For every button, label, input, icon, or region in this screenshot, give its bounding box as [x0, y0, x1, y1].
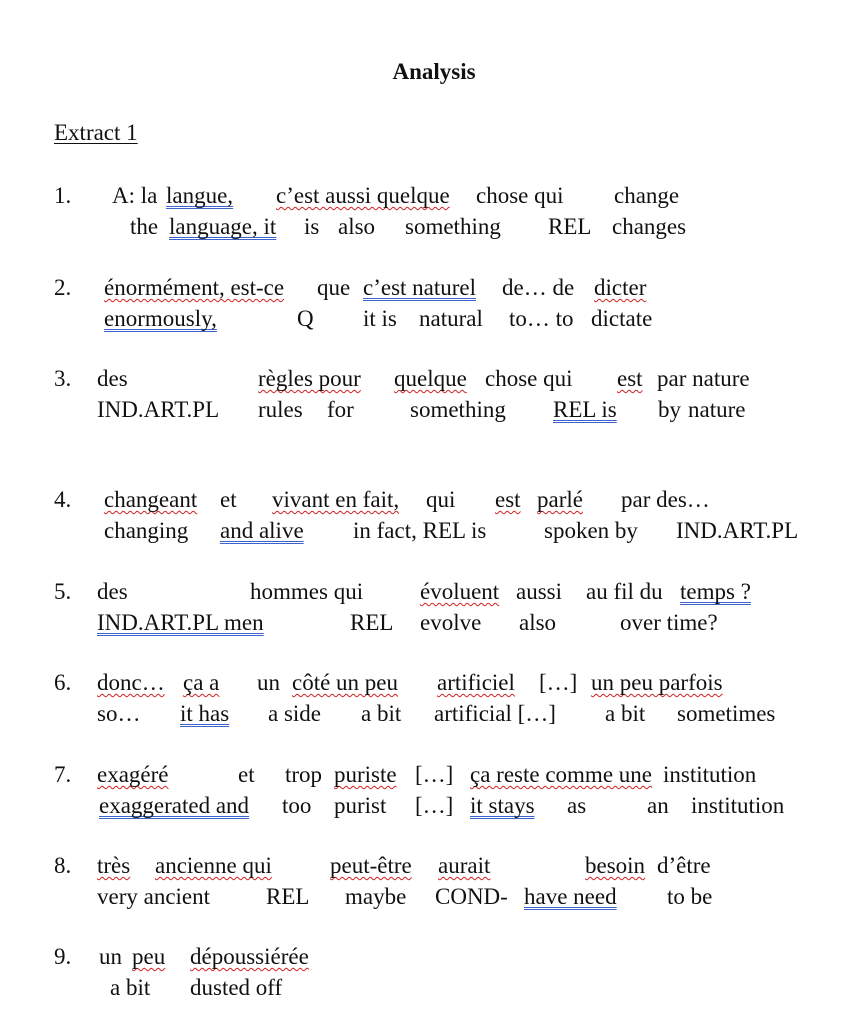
french-token: aussi — [516, 579, 562, 604]
french-token: au fil du — [586, 579, 663, 604]
french-token: peu — [132, 944, 166, 969]
french-token: par nature — [657, 366, 750, 391]
french-token: temps ? — [680, 579, 751, 604]
french-token: que — [317, 275, 351, 300]
gloss-token: nature — [688, 397, 746, 422]
french-token: et — [238, 762, 255, 787]
gloss-token: REL is — [553, 397, 617, 422]
french-token: institution — [663, 762, 757, 787]
line-number: 5. — [54, 579, 72, 604]
gloss-token: IND.ART.PL men — [97, 610, 264, 635]
gloss-token: for — [327, 397, 354, 422]
gloss-token: purist — [334, 793, 387, 818]
gloss-token: the — [130, 214, 159, 239]
gloss-token: an — [647, 793, 669, 818]
french-token: chose qui — [485, 366, 573, 391]
french-token: langue, — [166, 183, 234, 208]
french-token: d’être — [657, 853, 711, 878]
gloss-token: also — [519, 610, 557, 635]
gloss-token: something — [405, 214, 501, 239]
gloss-token: as — [567, 793, 587, 818]
french-token: un — [99, 944, 122, 969]
gloss-token: it is — [363, 306, 397, 331]
french-token: côté un peu — [292, 670, 399, 695]
french-token: exagéré — [97, 762, 169, 787]
french-token: vivant en fait, — [272, 487, 400, 512]
french-token: un peu parfois — [591, 670, 723, 695]
gloss-token: it stays — [470, 793, 535, 818]
gloss-token: have need — [524, 884, 617, 909]
french-token: et — [220, 487, 237, 512]
french-token: évoluent — [420, 579, 500, 604]
gloss-token: COND- — [435, 884, 508, 909]
extract-heading: Extract 1 — [54, 120, 138, 145]
french-token: peut-être — [330, 853, 412, 878]
french-token: par des… — [621, 487, 710, 512]
gloss-token: language, it — [169, 214, 277, 239]
gloss-token: changing — [104, 518, 189, 543]
french-token: puriste — [334, 762, 397, 787]
gloss-token: and alive — [220, 518, 304, 543]
gloss-token: very ancient — [97, 884, 211, 909]
french-token: qui — [426, 487, 456, 512]
gloss-token: a bit — [110, 975, 151, 1000]
gloss-token: […] — [415, 793, 454, 818]
gloss-token: spoken by — [544, 518, 638, 543]
french-token: change — [614, 183, 680, 208]
gloss-token: enormously, — [104, 306, 217, 331]
french-token: ancienne qui — [155, 853, 272, 878]
gloss-token: maybe — [345, 884, 407, 909]
line-number: 8. — [54, 853, 72, 878]
french-token: […] — [415, 762, 454, 787]
gloss-token: exaggerated and — [99, 793, 250, 818]
gloss-token: too — [282, 793, 312, 818]
french-token: donc… — [97, 670, 165, 695]
gloss-token: institution — [691, 793, 785, 818]
page-title: Analysis — [392, 59, 476, 84]
french-token: hommes qui — [250, 579, 364, 604]
french-token: ça a — [183, 670, 220, 695]
gloss-token: artificial […] — [434, 701, 556, 726]
line-number: 2. — [54, 275, 72, 300]
french-token: très — [97, 853, 131, 878]
french-token: des — [97, 579, 128, 604]
line-number: 9. — [54, 944, 72, 969]
line-number: 3. — [54, 366, 72, 391]
french-token: ça reste comme une — [470, 762, 652, 787]
gloss-token: by — [658, 397, 681, 422]
french-token: trop — [285, 762, 323, 787]
french-token: des — [97, 366, 128, 391]
gloss-token: so… — [97, 701, 141, 726]
gloss-token: dusted off — [190, 975, 283, 1000]
gloss-token: in fact, REL is — [353, 518, 487, 543]
french-token: parlé — [537, 487, 583, 512]
gloss-token: rules — [258, 397, 303, 422]
french-token: artificiel — [437, 670, 515, 695]
line-number: 6. — [54, 670, 72, 695]
gloss-token: sometimes — [677, 701, 776, 726]
line-number: 7. — [54, 762, 72, 787]
french-token: énormément, est-ce — [104, 275, 285, 300]
french-token: quelque — [394, 366, 467, 391]
gloss-token: REL — [266, 884, 310, 909]
french-token: […] — [539, 670, 578, 695]
french-token: est — [617, 366, 643, 391]
gloss-token: IND.ART.PL — [676, 518, 799, 543]
line-number: 1. — [54, 183, 72, 208]
gloss-token: evolve — [420, 610, 482, 635]
gloss-token: is — [304, 214, 320, 239]
line-number: 4. — [54, 487, 72, 512]
gloss-token: to be — [667, 884, 713, 909]
gloss-token: a bit — [361, 701, 402, 726]
french-token: de… de — [502, 275, 575, 300]
french-token: un — [257, 670, 280, 695]
gloss-token: to… to — [509, 306, 574, 331]
gloss-token: something — [410, 397, 506, 422]
french-token: chose qui — [476, 183, 564, 208]
gloss-token: IND.ART.PL — [97, 397, 220, 422]
french-token: c’est naturel — [363, 275, 477, 300]
gloss-token: over time? — [620, 610, 718, 635]
gloss-token: REL — [350, 610, 394, 635]
french-token: règles pour — [258, 366, 361, 391]
gloss-token: REL — [548, 214, 592, 239]
gloss-token: changes — [612, 214, 687, 239]
french-token: changeant — [104, 487, 198, 512]
french-token: besoin — [585, 853, 646, 878]
french-token: dicter — [594, 275, 647, 300]
french-token: c’est aussi quelque — [276, 183, 450, 208]
french-token: dépoussiérée — [190, 944, 309, 969]
gloss-token: also — [338, 214, 376, 239]
french-token: est — [495, 487, 521, 512]
gloss-token: dictate — [591, 306, 653, 331]
gloss-token: Q — [297, 306, 314, 331]
french-token: aurait — [438, 853, 491, 878]
gloss-token: a side — [268, 701, 322, 726]
french-token: A: la — [112, 183, 158, 208]
gloss-token: a bit — [605, 701, 646, 726]
gloss-token: it has — [180, 701, 230, 726]
gloss-token: natural — [419, 306, 483, 331]
